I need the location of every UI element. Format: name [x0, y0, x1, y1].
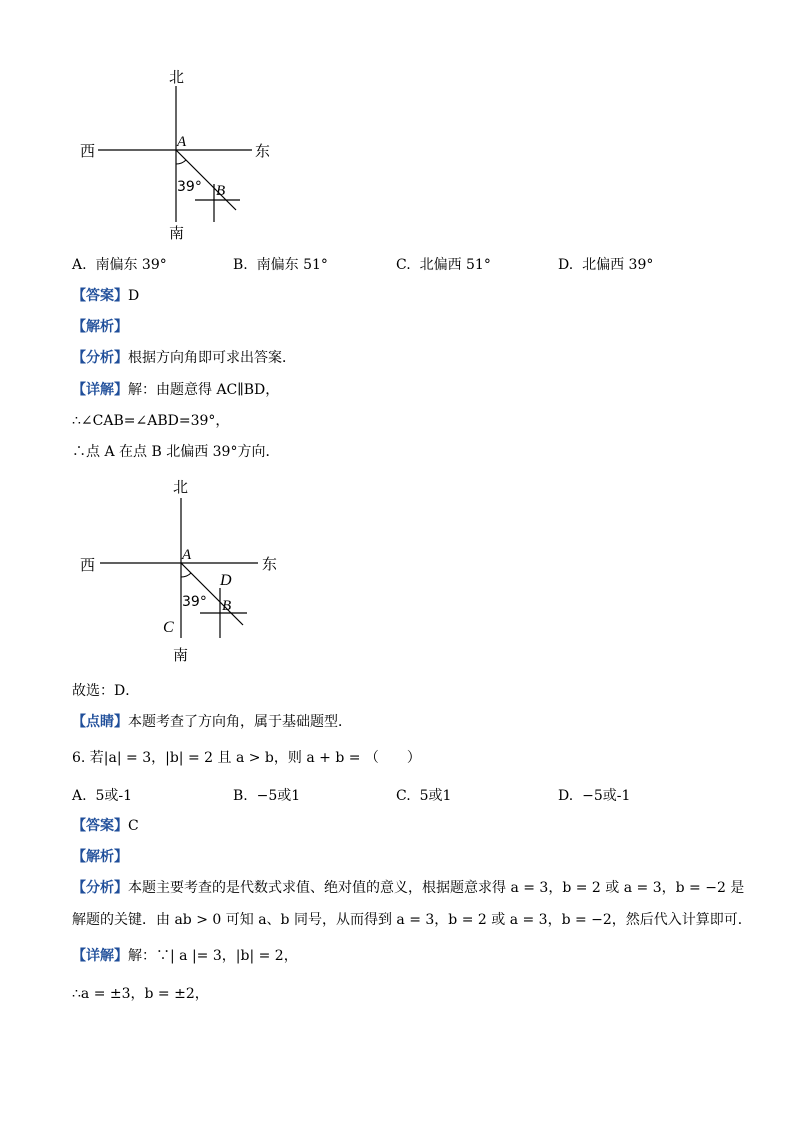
q5-choice-c: C. 北偏西 51° — [396, 257, 491, 273]
label-point-c: C — [163, 619, 174, 636]
label-point-b: B — [216, 183, 226, 199]
label-angle: 39° — [177, 179, 202, 195]
label-point-d: D — [220, 572, 232, 589]
label-east: 东 — [255, 142, 271, 160]
q5-dianjing: 【点睛】本题考查了方向角，属于基础题型． — [72, 714, 352, 730]
q6-choice-c: C. 5或1 — [396, 788, 452, 804]
label-south: 南 — [173, 646, 189, 664]
q5-step1: ∴∠CAB=∠ABD=39°， — [72, 413, 230, 429]
q6-analysis-heading: 【解析】 — [72, 849, 128, 865]
q5-step2: ∴点 A 在点 B 北偏西 39°方向． — [72, 444, 280, 460]
q6-choice-d: D. −5或-1 — [558, 788, 631, 804]
label-north: 北 — [173, 478, 189, 496]
q6-choice-a: A. 5或-1 — [72, 788, 133, 804]
direction-figure-2 — [70, 470, 310, 670]
angle-arc — [176, 160, 186, 164]
label-angle: 39° — [182, 594, 207, 610]
label-east: 东 — [262, 555, 278, 573]
label-point-a: A — [182, 547, 192, 563]
q6-fenxi-line1: 【分析】本题主要考查的是代数式求值、绝对值的意义，根据题意求得 a = 3，b = 2 或 a = 3，b = −2 是 — [72, 880, 745, 896]
label-south: 南 — [169, 224, 185, 242]
label-west: 西 — [80, 142, 96, 160]
q6-choice-b: B. −5或1 — [233, 788, 301, 804]
q6-detail: 【详解】解：∵| a |= 3，|b| = 2， — [72, 948, 298, 964]
q5-choice-a: A. 南偏东 39° — [72, 257, 167, 273]
angle-arc — [181, 573, 191, 577]
q5-analysis-heading: 【解析】 — [72, 319, 128, 335]
q6-answer: 【答案】C — [72, 818, 139, 834]
q5-answer: 【答案】D — [72, 288, 140, 304]
q6-fenxi-line2: 解题的关键．由 ab > 0 可知 a、b 同号，从而得到 a = 3，b = 2 或 a = 3，b = −2，然后代入计算即可． — [72, 912, 752, 928]
label-point-a: A — [177, 134, 187, 150]
direction-figure-1 — [70, 60, 310, 245]
label-north: 北 — [169, 68, 185, 86]
q6-step1: ∴a = ±3，b = ±2， — [72, 986, 209, 1002]
q5-detail: 【详解】解：由题意得 AC∥BD， — [72, 382, 280, 398]
q6-stem: 6. 若|a| = 3，|b| = 2 且 a > b，则 a + b = （ ） — [72, 750, 421, 766]
q5-choice-b: B. 南偏东 51° — [233, 257, 328, 273]
q5-choice-d: D. 北偏西 39° — [558, 257, 654, 273]
label-west: 西 — [80, 556, 96, 574]
q5-fenxi: 【分析】根据方向角即可求出答案． — [72, 350, 296, 366]
q5-conclusion: 故选：D． — [72, 683, 140, 699]
label-point-b: B — [222, 598, 232, 614]
